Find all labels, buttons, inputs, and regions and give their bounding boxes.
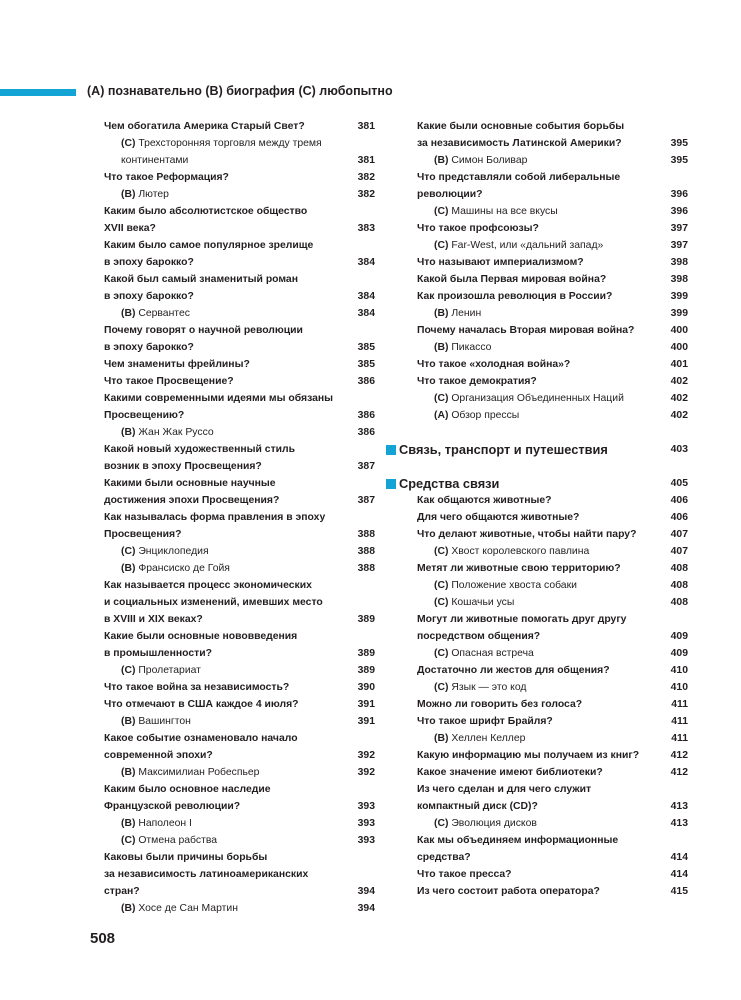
entry-text-line	[121, 713, 375, 730]
entry-page-number: 389	[357, 665, 375, 676]
section-square-icon	[386, 445, 396, 455]
entry-page-number: 409	[670, 648, 688, 659]
entry-text-line: Что такое Просвещение?	[104, 376, 234, 387]
toc-question-entry	[104, 390, 375, 424]
entry-text: Хвост королевского павлина	[451, 546, 590, 557]
category-label: (С)	[434, 206, 449, 217]
entry-text: Симон Боливар	[451, 155, 528, 166]
category-label: (В)	[121, 427, 136, 438]
toc-question-entry	[104, 203, 375, 237]
entry-text-line: Что такое война за независимость?	[104, 682, 290, 693]
entry-page-number: 408	[670, 580, 688, 591]
entry-text-line: Какую информацию мы получаем из книг?	[417, 750, 640, 761]
entry-page-number: 381	[357, 155, 375, 166]
entry-text: Пролетариат	[138, 665, 201, 676]
toc-subentry	[417, 679, 688, 696]
entry-text-line: Как мы объединяем информационные	[417, 835, 619, 846]
entry-text-line: Как называлась форма правления в эпоху	[104, 512, 326, 523]
entry-text-line: Что такое шрифт Брайля?	[417, 716, 553, 727]
toc-subentry	[417, 645, 688, 662]
entry-page-number: 406	[670, 495, 688, 506]
entry-page-number: 411	[671, 733, 688, 744]
entry-text-line	[121, 305, 375, 322]
toc-question-entry	[104, 679, 375, 696]
toc-subentry	[417, 390, 688, 407]
toc-question-entry	[104, 373, 375, 390]
entry-text-line	[434, 577, 688, 594]
entry-page-number: 406	[670, 512, 688, 523]
toc-question-entry	[104, 781, 375, 815]
toc-question-entry	[104, 441, 375, 475]
category-label: (С)	[434, 648, 449, 659]
entry-page-number: 414	[670, 869, 688, 880]
entry-text-line	[434, 594, 688, 611]
entry-text-line	[434, 339, 688, 356]
entry-text-line: за независимость Латинской Америки?	[417, 138, 622, 149]
entry-text: Максимилиан Робеспьер	[138, 767, 260, 778]
entry-text-line: Достаточно ли жестов для общения?	[417, 665, 610, 676]
entry-page-number: 384	[357, 291, 375, 302]
entry-text-line: Какими современными идеями мы обязаны	[104, 393, 334, 404]
page-number: 508	[90, 930, 116, 947]
toc-question-entry	[417, 662, 688, 679]
entry-text: Жан Жак Руссо	[138, 427, 214, 438]
toc-question-entry	[417, 781, 688, 815]
entry-text-line: Почему говорят о научной революции	[104, 325, 303, 336]
entry-page-number: 414	[670, 852, 688, 863]
entry-text-line: Как произошла революция в России?	[417, 291, 613, 302]
toc-subentry	[417, 339, 688, 356]
entry-text: Ленин	[451, 308, 482, 319]
entry-text-line	[434, 679, 688, 696]
entry-page-number: 400	[670, 342, 688, 353]
entry-text-line: Каким было самое популярное зрелище	[104, 240, 314, 251]
toc-question-entry	[104, 118, 375, 135]
toc-subentry	[104, 832, 375, 849]
entry-page-number: 387	[357, 495, 375, 506]
entry-text-line	[434, 730, 688, 747]
toc-subentry	[417, 730, 688, 747]
entry-text-line: в эпоху барокко?	[104, 257, 194, 268]
entry-text-line	[434, 237, 688, 254]
entry-text-line	[121, 832, 375, 849]
entry-text-line: Чем знамениты фрейлины?	[104, 359, 250, 370]
category-label: (С)	[434, 597, 449, 608]
entry-text-line: Для чего общаются животные?	[417, 512, 580, 523]
entry-page-number: 397	[670, 240, 688, 251]
header-accent-bar	[0, 89, 76, 96]
entry-page-number: 391	[357, 716, 375, 727]
entry-page-number: 386	[357, 427, 375, 438]
entry-page-number: 395	[670, 155, 688, 166]
toc-question-entry	[417, 696, 688, 713]
section-title: Средства связи	[399, 476, 500, 491]
entry-text-line: Что такое демократия?	[417, 376, 537, 387]
toc-subentry	[104, 135, 375, 169]
entry-page-number: 410	[670, 665, 688, 676]
section-heading-communication	[386, 475, 688, 492]
entry-text-line	[121, 543, 375, 560]
toc-question-entry	[417, 713, 688, 730]
entry-text-line	[121, 135, 375, 152]
entry-page-number: 402	[670, 376, 688, 387]
entry-text-line: Французской революции?	[104, 801, 241, 812]
category-label: (С)	[434, 546, 449, 557]
entry-text-line: Просвещению?	[104, 410, 185, 421]
entry-page-number: 386	[357, 376, 375, 387]
section-page-number: 403	[670, 444, 688, 455]
entry-page-number: 402	[670, 393, 688, 404]
entry-page-number: 384	[357, 257, 375, 268]
entry-text: Вашингтон	[138, 716, 191, 727]
entry-page-number: 394	[357, 903, 375, 914]
category-label: (В)	[434, 308, 449, 319]
toc-question-entry	[417, 526, 688, 543]
category-label: (В)	[434, 342, 449, 353]
spacer	[386, 458, 688, 475]
entry-text-line: в эпоху барокко?	[104, 291, 194, 302]
entry-text-line: Каковы были причины борьбы	[104, 852, 268, 863]
entry-text-line: Что представляли собой либеральные	[417, 172, 621, 183]
toc-question-entry	[417, 747, 688, 764]
entry-page-number: 410	[670, 682, 688, 693]
toc-question-entry	[417, 118, 688, 152]
toc-question-entry	[417, 492, 688, 509]
toc-subentry	[417, 594, 688, 611]
entry-text: Машины на все вкусы	[451, 206, 558, 217]
entry-page-number: 382	[357, 189, 375, 200]
entry-page-number: 388	[357, 529, 375, 540]
entry-text-line: Что такое пресса?	[417, 869, 512, 880]
toc-question-entry	[417, 288, 688, 305]
entry-page-number: 398	[670, 274, 688, 285]
toc-question-entry	[104, 271, 375, 305]
entry-page-number: 395	[670, 138, 688, 149]
toc-question-entry	[104, 628, 375, 662]
entry-text-line	[434, 305, 688, 322]
entry-page-number: 412	[670, 750, 688, 761]
toc-question-entry	[417, 883, 688, 900]
entry-page-number: 389	[357, 648, 375, 659]
toc-subentry	[104, 815, 375, 832]
entry-page-number: 387	[357, 461, 375, 472]
entry-page-number: 399	[670, 291, 688, 302]
entry-text-line: континентами	[121, 155, 189, 166]
toc-right-top-group	[386, 118, 688, 424]
entry-text-line: современной эпохи?	[104, 750, 213, 761]
entry-text: Опасная встреча	[451, 648, 534, 659]
toc-question-entry	[417, 220, 688, 237]
entry-page-number: 413	[670, 818, 688, 829]
entry-text-line: Что делают животные, чтобы найти пару?	[417, 529, 637, 540]
toc-subentry	[104, 424, 375, 441]
entry-text-line: стран?	[104, 886, 140, 897]
entry-text: Энциклопедия	[138, 546, 209, 557]
entry-page-number: 411	[671, 699, 688, 710]
toc-question-entry	[417, 254, 688, 271]
toc-right-bottom-group	[386, 492, 688, 900]
entry-text-line	[121, 662, 375, 679]
category-label: (С)	[121, 665, 136, 676]
entry-page-number: 407	[670, 546, 688, 557]
toc-subentry	[417, 203, 688, 220]
entry-text: Франсиско де Гойя	[138, 563, 230, 574]
entry-text-line: Какие были основные нововведения	[104, 631, 298, 642]
entry-page-number: 393	[357, 801, 375, 812]
entry-text-line: достижения эпохи Просвещения?	[104, 495, 280, 506]
entry-text-line: Могут ли животные помогать друг другу	[417, 614, 627, 625]
toc-question-entry	[417, 373, 688, 390]
entry-text: Хеллен Келлер	[451, 733, 526, 744]
entry-text-line: Каким было абсолютистское общество	[104, 206, 308, 217]
entry-text-line: Почему началась Вторая мировая война?	[417, 325, 635, 336]
category-label: (С)	[121, 546, 136, 557]
toc-question-entry	[417, 271, 688, 288]
section-page-number: 405	[670, 478, 688, 489]
toc-subentry	[417, 152, 688, 169]
entry-text-line: Что такое профсоюзы?	[417, 223, 539, 234]
category-label: (С)	[121, 138, 136, 149]
category-label: (С)	[121, 835, 136, 846]
toc-subentry	[417, 543, 688, 560]
entry-page-number: 396	[670, 189, 688, 200]
toc-question-entry	[417, 169, 688, 203]
entry-text: Организация Объединенных Наций	[451, 393, 624, 404]
entry-text-line: средства?	[417, 852, 471, 863]
entry-text-line: посредством общения?	[417, 631, 541, 642]
entry-text-line: Что такое «холодная война»?	[417, 359, 571, 370]
entry-text-line	[434, 152, 688, 169]
entry-page-number: 389	[357, 614, 375, 625]
spacer	[386, 424, 688, 441]
toc-question-entry	[417, 611, 688, 645]
toc-question-entry	[417, 560, 688, 577]
category-label: (С)	[434, 682, 449, 693]
entry-page-number: 394	[357, 886, 375, 897]
entry-text: Лютер	[138, 189, 169, 200]
toc-question-entry	[104, 356, 375, 373]
entry-text: Кошачьи усы	[451, 597, 515, 608]
entry-text-line	[434, 390, 688, 407]
toc-question-entry	[104, 577, 375, 628]
entry-page-number: 400	[670, 325, 688, 336]
entry-text: Трехсторонняя торговля между тремя	[138, 138, 322, 149]
entry-text-line: Можно ли говорить без голоса?	[417, 699, 583, 710]
toc-column-left	[104, 118, 375, 917]
entry-page-number: 390	[357, 682, 375, 693]
toc-subentry	[104, 900, 375, 917]
entry-page-number: 409	[670, 631, 688, 642]
toc-subentry	[104, 662, 375, 679]
entry-text-line: революции?	[417, 189, 483, 200]
entry-text-line: компактный диск (CD)?	[417, 801, 538, 812]
category-label: (В)	[121, 903, 136, 914]
entry-text-line: Метят ли животные свою территорию?	[417, 563, 621, 574]
section-heading-transport	[386, 441, 688, 458]
entry-text-line	[434, 203, 688, 220]
category-label: (С)	[434, 818, 449, 829]
category-label: (В)	[121, 767, 136, 778]
entry-text-line	[121, 424, 375, 441]
entry-text-line: Какой был самый знаменитый роман	[104, 274, 298, 285]
toc-subentry	[104, 764, 375, 781]
toc-subentry	[104, 186, 375, 203]
entry-text-line: Какой новый художественный стиль	[104, 444, 296, 455]
category-label: (В)	[434, 733, 449, 744]
entry-text-line: Из чего сделан и для чего служит	[417, 784, 592, 795]
entry-text-line	[121, 815, 375, 832]
category-label: (В)	[121, 563, 136, 574]
toc-question-entry	[104, 322, 375, 356]
toc-question-entry	[417, 356, 688, 373]
category-label: (В)	[121, 818, 136, 829]
toc-question-entry	[104, 169, 375, 186]
entry-text-line: и социальных изменений, имевших место	[104, 597, 323, 608]
entry-page-number: 388	[357, 563, 375, 574]
entry-text: Обзор прессы	[451, 410, 520, 421]
category-label: (В)	[121, 716, 136, 727]
legend-header: (А) познавательно (В) биография (С) любопытно	[87, 84, 393, 98]
entry-page-number: 393	[357, 835, 375, 846]
entry-text: Хосе де Сан Мартин	[138, 903, 238, 914]
toc-subentry	[104, 713, 375, 730]
entry-text: Far-West, или «дальний запад»	[451, 240, 604, 251]
entry-page-number: 415	[670, 886, 688, 897]
entry-page-number: 411	[671, 716, 688, 727]
entry-text: Наполеон I	[138, 818, 192, 829]
entry-text-line: Чем обогатила Америка Старый Свет?	[104, 121, 305, 132]
toc-question-entry	[417, 322, 688, 339]
entry-text-line: Что отмечают в США каждое 4 июля?	[104, 699, 299, 710]
toc-subentry	[417, 407, 688, 424]
entry-page-number: 398	[670, 257, 688, 268]
entry-text-line: Какое событие ознаменовало начало	[104, 733, 298, 744]
entry-text-line: Какие были основные события борьбы	[417, 121, 625, 132]
toc-subentry	[104, 543, 375, 560]
entry-page-number: 402	[670, 410, 688, 421]
entry-page-number: 392	[357, 750, 375, 761]
entry-text-line: в эпоху барокко?	[104, 342, 194, 353]
section-title: Связь, транспорт и путешествия	[399, 442, 608, 457]
entry-text-line	[434, 645, 688, 662]
entry-text-line: Каким было основное наследие	[104, 784, 271, 795]
entry-text-line: Что называют империализмом?	[417, 257, 584, 268]
entry-page-number: 388	[357, 546, 375, 557]
entry-text-line: Какой была Первая мировая война?	[417, 274, 607, 285]
entry-text-line: возник в эпоху Просвещения?	[104, 461, 262, 472]
category-label: (В)	[434, 155, 449, 166]
entry-page-number: 401	[670, 359, 688, 370]
category-label: (В)	[121, 308, 136, 319]
entry-text-line	[434, 407, 688, 424]
entry-text-line	[434, 815, 688, 832]
entry-page-number: 391	[357, 699, 375, 710]
entry-text-line: Как общаются животные?	[417, 495, 552, 506]
toc-question-entry	[104, 849, 375, 900]
entry-text-line: XVII века?	[104, 223, 156, 234]
entry-page-number: 382	[357, 172, 375, 183]
toc-question-entry	[104, 475, 375, 509]
entry-text-line	[434, 543, 688, 560]
category-label: (В)	[121, 189, 136, 200]
entry-text-line: Что такое Реформация?	[104, 172, 229, 183]
entry-text: Эволюция дисков	[451, 818, 537, 829]
category-label: (С)	[434, 393, 449, 404]
toc-question-entry	[417, 509, 688, 526]
entry-page-number: 384	[357, 308, 375, 319]
entry-text: Отмена рабства	[138, 835, 218, 846]
entry-page-number: 396	[670, 206, 688, 217]
entry-text-line	[121, 186, 375, 203]
category-label: (А)	[434, 410, 449, 421]
category-label: (С)	[434, 240, 449, 251]
toc-column-right	[386, 118, 688, 900]
toc-question-entry	[104, 509, 375, 543]
entry-text-line: Какое значение имеют библиотеки?	[417, 767, 603, 778]
toc-question-entry	[417, 764, 688, 781]
entry-text: Пикассо	[451, 342, 492, 353]
entry-page-number: 408	[670, 597, 688, 608]
section-square-icon	[386, 479, 396, 489]
entry-text-line: в XVIII и XIX веках?	[104, 614, 203, 625]
entry-text-line	[121, 764, 375, 781]
entry-page-number: 397	[670, 223, 688, 234]
entry-page-number: 407	[670, 529, 688, 540]
entry-page-number: 392	[357, 767, 375, 778]
entry-page-number: 381	[357, 121, 375, 132]
category-label: (С)	[434, 580, 449, 591]
toc-subentry	[417, 305, 688, 322]
entry-page-number: 408	[670, 563, 688, 574]
entry-page-number: 413	[670, 801, 688, 812]
toc-subentry	[104, 305, 375, 322]
entry-text-line	[121, 900, 375, 917]
toc-subentry	[417, 237, 688, 254]
entry-text: Язык — это код	[451, 682, 527, 693]
toc-question-entry	[417, 866, 688, 883]
toc-question-entry	[104, 730, 375, 764]
entry-page-number: 385	[357, 342, 375, 353]
entry-text-line: Как называется процесс экономических	[104, 580, 312, 591]
entry-text-line: Из чего состоит работа оператора?	[417, 886, 600, 897]
entry-page-number: 383	[357, 223, 375, 234]
toc-question-entry	[104, 696, 375, 713]
entry-page-number: 386	[357, 410, 375, 421]
toc-question-entry	[104, 237, 375, 271]
entry-page-number: 393	[357, 818, 375, 829]
entry-text-line: в промышленности?	[104, 648, 212, 659]
toc-subentry	[104, 560, 375, 577]
entry-text: Положение хвоста собаки	[451, 580, 577, 591]
entry-text-line: Какими были основные научные	[104, 478, 276, 489]
toc-subentry	[417, 577, 688, 594]
entry-text: Сервантес	[138, 308, 190, 319]
entry-page-number: 385	[357, 359, 375, 370]
toc-subentry	[417, 815, 688, 832]
entry-page-number: 399	[670, 308, 688, 319]
toc-question-entry	[417, 832, 688, 866]
entry-text-line: за независимость латиноамериканских	[104, 869, 309, 880]
entry-text-line	[121, 560, 375, 577]
entry-text-line: Просвещения?	[104, 529, 182, 540]
entry-page-number: 412	[670, 767, 688, 778]
